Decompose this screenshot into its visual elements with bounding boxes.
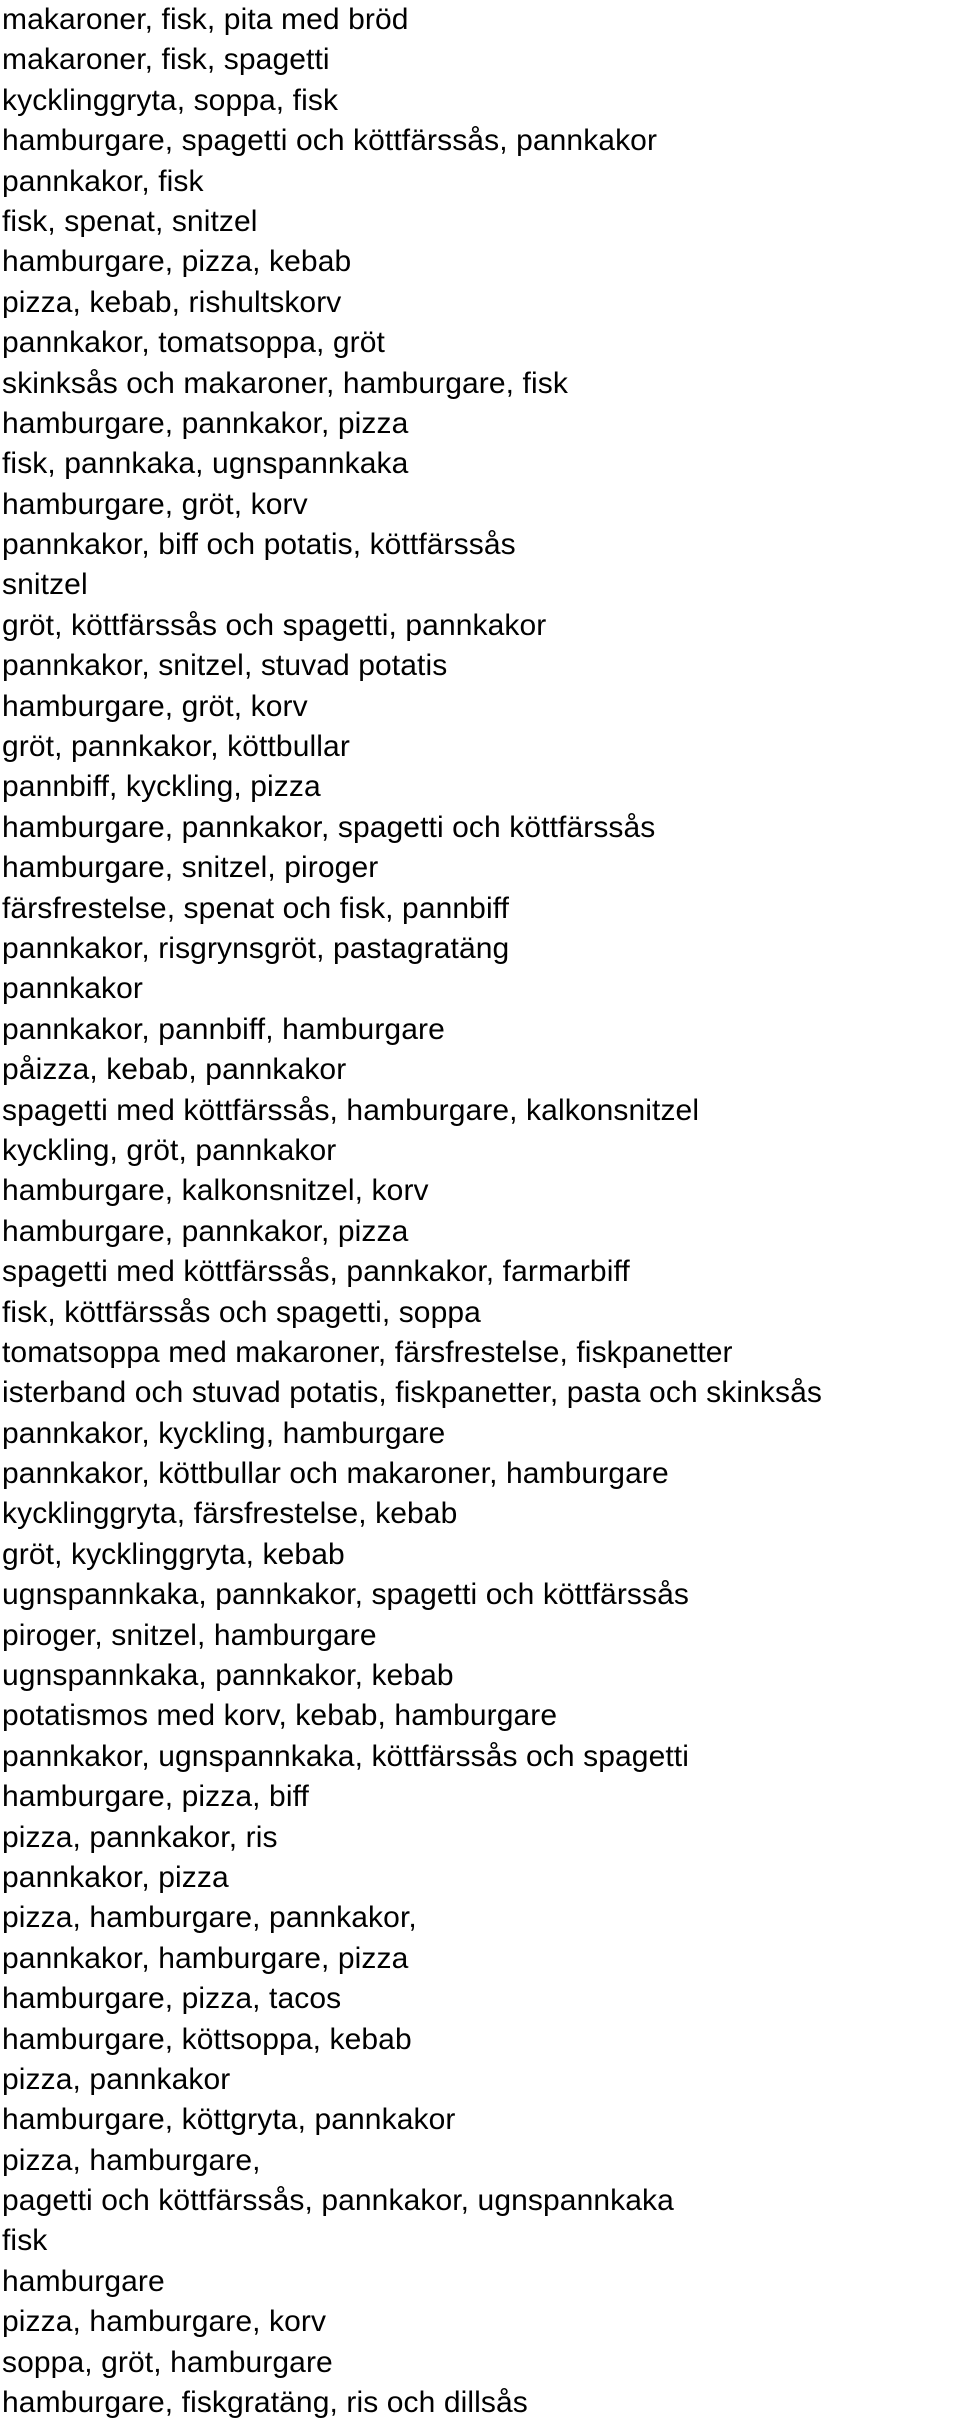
list-item: pizza, hamburgare, (2, 2143, 261, 2177)
list-item: pannkakor, risgrynsgröt, pastagratäng (2, 931, 510, 965)
list-item: pannkakor, kyckling, hamburgare (2, 1416, 446, 1450)
list-item: spagetti med köttfärssås, hamburgare, kalkonsnitzel (2, 1093, 700, 1127)
list-item: pizza, kebab, rishultskorv (2, 285, 342, 319)
list-item: hamburgare, pizza, tacos (2, 1982, 342, 2016)
list-item: hamburgare, köttsoppa, kebab (2, 2022, 412, 2056)
list-item: hamburgare, spagetti och köttfärssås, pannkakor (2, 124, 658, 158)
list-item: hamburgare, köttgryta, pannkakor (2, 2103, 456, 2137)
list-item: pannkakor, pannbiff, hamburgare (2, 1012, 445, 1046)
list-item: tomatsoppa med makaroner, färsfrestelse, fiskpanetter (2, 1335, 733, 1369)
list-item: pannkakor, ugnspannkaka, köttfärssås och spagetti (2, 1739, 690, 1773)
list-item: hamburgare, pizza, biff (2, 1780, 309, 1814)
list-item: gröt, pannkakor, köttbullar (2, 730, 350, 764)
list-item: fisk (2, 2224, 48, 2258)
list-item: pannkakor, snitzel, stuvad potatis (2, 649, 448, 683)
list-item: pizza, hamburgare, pannkakor, (2, 1901, 417, 1935)
list-item: hamburgare, pannkakor, spagetti och köttfärssås (2, 810, 656, 844)
list-item: hamburgare, pizza, kebab (2, 245, 352, 279)
list-item: makaroner, fisk, spagetti (2, 43, 330, 77)
list-item: pizza, pannkakor (2, 2062, 231, 2096)
list-item: hamburgare, fiskgratäng, ris och dillsås (2, 2386, 528, 2420)
list-item: pannkakor, hamburgare, pizza (2, 1941, 409, 1975)
list-item: skinksås och makaroner, hamburgare, fisk (2, 366, 568, 400)
list-item: ugnspannkaka, pannkakor, kebab (2, 1659, 454, 1693)
list-item: pizza, hamburgare, korv (2, 2305, 327, 2339)
list-item: gröt, kycklinggryta, kebab (2, 1537, 345, 1571)
list-item: kyckling, gröt, pannkakor (2, 1133, 337, 1167)
list-item: kycklinggryta, färsfrestelse, kebab (2, 1497, 458, 1531)
answer-list (2, 0, 960, 2423)
list-item: pannkakor, pizza (2, 1860, 229, 1894)
list-item: spagetti med köttfärssås, pannkakor, farmarbiff (2, 1255, 630, 1289)
list-item: hamburgare, gröt, korv (2, 689, 308, 723)
list-item: makaroner, fisk, pita med bröd (2, 3, 409, 36)
list-item: fisk, spenat, snitzel (2, 204, 258, 238)
list-item: soppa, gröt, hamburgare (2, 2345, 333, 2379)
list-item: pannkakor (2, 972, 143, 1006)
list-item: pannkakor, fisk (2, 164, 204, 198)
list-item: färsfrestelse, spenat och fisk, pannbiff (2, 891, 510, 925)
list-item: hamburgare, kalkonsnitzel, korv (2, 1174, 429, 1208)
list-item: pizza, pannkakor, ris (2, 1820, 278, 1854)
list-item: gröt, köttfärssås och spagetti, pannkakor (2, 608, 547, 642)
list-item: hamburgare (2, 2264, 165, 2298)
list-item: pagetti och köttfärssås, pannkakor, ugnspannkaka (2, 2184, 674, 2218)
list-item: fisk, pannkaka, ugnspannkaka (2, 447, 409, 481)
list-item: hamburgare, pannkakor, pizza (2, 406, 409, 440)
list-item: snitzel (2, 568, 88, 602)
list-item: hamburgare, snitzel, piroger (2, 851, 379, 885)
list-item: hamburgare, gröt, korv (2, 487, 308, 521)
list-item: pannbiff, kyckling, pizza (2, 770, 321, 804)
list-item: hamburgare, pannkakor, pizza (2, 1214, 409, 1248)
list-item: pannkakor, biff och potatis, köttfärssås (2, 528, 516, 562)
list-item: fisk, köttfärssås och spagetti, soppa (2, 1295, 481, 1329)
list-item: isterband och stuvad potatis, fiskpanetter, pasta och skinksås (2, 1376, 822, 1410)
list-item: pannkakor, köttbullar och makaroner, hamburgare (2, 1457, 669, 1491)
list-item: kycklinggryta, soppa, fisk (2, 83, 339, 117)
list-item: pannkakor, tomatsoppa, gröt (2, 326, 385, 360)
list-item: potatismos med korv, kebab, hamburgare (2, 1699, 558, 1733)
list-item: påizza, kebab, pannkakor (2, 1053, 347, 1087)
list-item: piroger, snitzel, hamburgare (2, 1618, 377, 1652)
list-item: ugnspannkaka, pannkakor, spagetti och köttfärssås (2, 1578, 690, 1612)
